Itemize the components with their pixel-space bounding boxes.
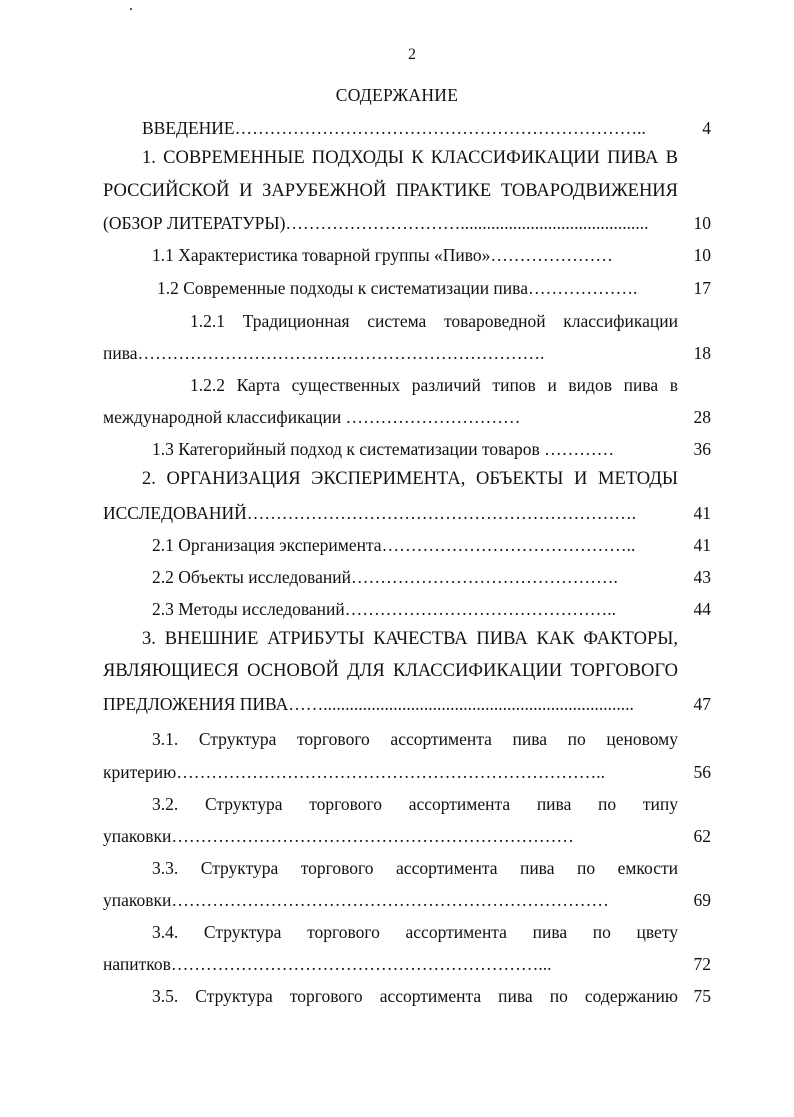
toc-page-number: 62 <box>693 826 711 846</box>
toc-entry-title-line: ЯВЛЯЮЩИЕСЯ ОСНОВОЙ ДЛЯ КЛАССИФИКАЦИИ ТОРГОВОГО <box>103 661 678 681</box>
toc-entry-title-line: международной классификации ………………………… <box>103 407 521 427</box>
toc-entry-title-line: пива……………………………………………………………. <box>103 343 545 363</box>
toc-entry-title: 1.1 Характеристика товарной группы «Пиво»………………… <box>152 245 613 265</box>
toc-page-number: 4 <box>702 118 711 138</box>
toc-page-number: 75 <box>693 986 711 1006</box>
toc-entry-title: 2.3 Методы исследований……………………………………….. <box>152 599 617 619</box>
toc-entry-title-line: 3.2. Структура торгового ассортимента пива по типу <box>152 794 678 814</box>
toc-entry-title-line: (ОБЗОР ЛИТЕРАТУРЫ)…………………………........................................... <box>103 213 649 233</box>
toc-entry-title-line: упаковки………………………………………………………………… <box>103 890 609 910</box>
toc-entry-title-line: упаковки…………………………………………………………… <box>103 826 574 846</box>
toc-entry-title-line: 3. ВНЕШНИЕ АТРИБУТЫ КАЧЕСТВА ПИВА КАК ФАКТОРЫ, <box>142 629 678 649</box>
toc-page-number: 41 <box>693 503 711 523</box>
toc-page-number: 36 <box>693 439 711 459</box>
page-number: 2 <box>408 46 416 63</box>
toc-entry-title-line: 1. СОВРЕМЕННЫЕ ПОДХОДЫ К КЛАССИФИКАЦИИ ПИВА В <box>142 148 678 168</box>
toc-entry-title-line: напитков………………………………………………………... <box>103 954 552 974</box>
toc-entry-title-line: 1.2.2 Карта существенных различий типов и видов пива в <box>190 375 678 395</box>
scan-speck <box>130 8 132 10</box>
toc-page-number: 43 <box>693 567 711 587</box>
toc-entry-title-line: 3.3. Структура торгового ассортимента пива по емкости <box>152 858 678 878</box>
toc-entry-title: 2.2 Объекты исследований………………………………………. <box>152 567 618 587</box>
toc-entry-title-line: 3.1. Структура торгового ассортимента пива по ценовому <box>152 729 678 749</box>
toc-entry-title: 1.3 Категорийный подход к систематизации товаров ………… <box>152 439 615 459</box>
toc-entry-title: ВВЕДЕНИЕ…………………………………………………………….. <box>142 118 646 138</box>
toc-page-number: 56 <box>693 762 711 782</box>
toc-page-number: 44 <box>693 599 711 619</box>
toc-entry-title-line: 2. ОРГАНИЗАЦИЯ ЭКСПЕРИМЕНТА, ОБЪЕКТЫ И МЕТОДЫ <box>142 469 678 489</box>
toc-page-number: 17 <box>693 278 711 298</box>
toc-page-number: 28 <box>693 407 711 427</box>
toc-page-number: 10 <box>693 245 711 265</box>
toc-entry-title-line: ПРЕДЛОЖЕНИЯ ПИВА……....................................................................... <box>103 694 634 714</box>
toc-heading: СОДЕРЖАНИЕ <box>335 85 459 105</box>
toc-entry-title: 2.1 Организация эксперимента…………………………………….. <box>152 535 636 555</box>
toc-entry-title-line: 1.2.1 Традиционная система товароведной классификации <box>190 311 678 331</box>
toc-entry-title-line: критерию……………………………………………………………….. <box>103 762 605 782</box>
toc-entry-title-line: 3.4. Структура торгового ассортимента пива по цвету <box>152 922 678 942</box>
toc-entry-title-line: ИССЛЕДОВАНИЙ…………………………………………………………. <box>103 503 637 523</box>
toc-entry-title-line: РОССИЙСКОЙ И ЗАРУБЕЖНОЙ ПРАКТИКЕ ТОВАРОДВИЖЕНИЯ <box>103 181 678 201</box>
toc-page-number: 72 <box>693 954 711 974</box>
toc-page-number: 10 <box>693 213 711 233</box>
toc-page-number: 47 <box>693 694 711 714</box>
toc-page-number: 69 <box>693 890 711 910</box>
toc-entry-title: 1.2 Современные подходы к систематизации пива………………. <box>157 278 638 298</box>
toc-page-number: 41 <box>693 535 711 555</box>
toc-entry-title: 3.5. Структура торгового ассортимента пива по содержанию <box>152 986 678 1006</box>
toc-page-number: 18 <box>693 343 711 363</box>
